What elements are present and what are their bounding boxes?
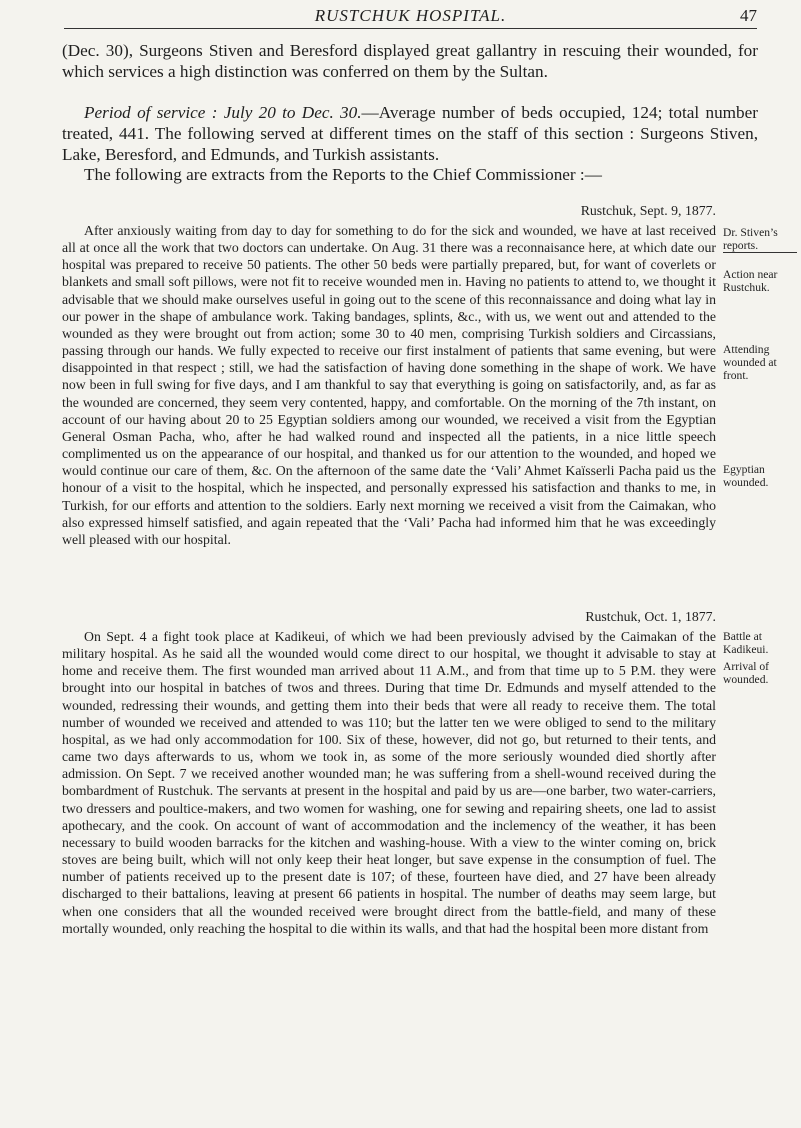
- intro-paragraph-2: [62, 102, 758, 165]
- sidenote-egyptian: [723, 463, 801, 489]
- sidenote-arrival: [723, 660, 801, 686]
- service-period-label: Period of service : July 20 to Dec. 30.: [84, 103, 362, 122]
- sidenote-battle: [723, 630, 801, 656]
- report-1-text: After anxiously waiting from day to day for something to do for the sick and wounded, we have at last received all at once all the work that two doctors can undertake. On Aug. 31 there was a reconnaisance here, at which date our hospital was prepared to receive 50 patients. The other 50 beds were partially prepared, but, for want of coverlets or blankets and small soft pillows, were not fit to receive wounded men in. Having no patients to attend to, we thought it advisable that we should make ourselves useful in going out to the scene of this reconnaissance and doing what lay in our power in the shape of ambulance work. Taking bandages, splints, &c., with us, we went out and attended to the wounded as they were brought out from action; some 30 to 40 men, comprising Turkish soldiers and Circassians, passing through our hands. We fully expected to receive our first instalment of patients that same evening, but were disappointed in that respect ; still, we had the satisfaction of having done something in the shape of work. We have now been in full swing for five days, and I am thankful to say that everything is going on satisfactorily, and, as far as the wounded are concerned, they seem very contented, happy, and comfortable. On the morning of the 7th instant, on account of our having about 20 to 25 Egyptian soldiers among our wounded, we received a visit from the Egyptian General Osman Pacha, who, after he had walked round and inspected all the patients, in a nice little speech complimented us on the appearance of our hospital, and thanked us for our attention to the wounded, and hoped we would continue our care of them, &c. On the afternoon of the same date the ‘Vali’ Ahmet Kaïsserli Pacha paid us the honour of a visit to the hospital, which he inspected, and personally expressed his satisfaction and thanks to me, in Turkish, for our efforts and attention to the soldiers. Early next morning we received a visit from the Caimakan, who also expressed himself satisfied, and again repeated that the ‘Vali’ Pacha had informed him that he was exceedingly well pleased with our hospital.: [62, 223, 716, 547]
- running-title: RUSTCHUK HOSPITAL.: [314, 6, 507, 25]
- sidenote-action: [723, 268, 801, 294]
- sidenote-reports-text: Dr. Stiven’s reports.: [723, 226, 797, 253]
- running-header: [64, 6, 757, 28]
- report-2: [62, 628, 716, 937]
- sidenote-battle-text: Battle at Kadikeui.: [723, 630, 769, 656]
- sidenote-reports: [723, 226, 801, 253]
- sidenote-action-text: Action near Rustchuk.: [723, 268, 778, 294]
- intro-paragraph-3: [62, 164, 758, 185]
- report-1: [62, 222, 716, 548]
- sidenote-egyptian-text: Egyptian wounded.: [723, 463, 769, 489]
- report-2-text: On Sept. 4 a fight took place at Kadikeui, of which we had been previously advised by the Caimakan of the military hospital. As he said all the wounded would come direct to our hospital, we thought it advisable to stay at home and receive them. The first wounded man arrived about 11 A.M., and from that time up to 5 P.M. they were brought into our hospital in batches of twos and threes. During that time Dr. Edmunds and myself attended to the wounded, redressing their wounds, and getting them into their beds that were all ready to receive them. The total number of wounded we received and attended to was 110; but the latter ten we were obliged to send to the military hospital, as we had only accommodation for 100. Six of these, however, did not go, but returned to their tents, and came two days afterwards to us, whom we took in, as some of the more seriously wounded died shortly after admission. On Sept. 7 we received another wounded man; he was suffering from a shell-wound received during the bombardment of Rustchuk. The servants at present in the hospital and paid by us are—one barber, two water-carriers, two dressers and poultice-makers, and two women for washing, one for sewing and repairing sheets, one lad to assist apothecary, and the cook. On account of want of accommodation and the inclemency of the weather, it has been necessary to build wooden barracks for the kitchen and washing-house. With a view to the winter coming on, brick stoves are being built, which will not only keep their heat longer, but save expense in the consumption of fuel. The number of patients received up to the present date is 107; of these, fourteen have died, and 27 have been already discharged to their battalions, leaving at present 66 patients in hospital. The number of deaths may seem large, but when one considers that all the wounded received were brought direct from the battle-field, and many of these mortally wounded, only reaching the hospital to die within its walls, and that had the hospital been more distant from: [62, 629, 716, 936]
- sidenote-front: [723, 343, 801, 382]
- service-summary: —Average number of beds occupied, 124; total number treated, 441. The following served at different times on the staff of this section : Surgeons Stiven, Lake, Beresford, and Edmunds, and Turkish assistants.: [62, 103, 758, 164]
- header-rule: [64, 28, 757, 29]
- sidenote-arrival-text: Arrival of wounded.: [723, 660, 770, 686]
- page-number: 47: [740, 6, 757, 25]
- sidenote-front-text: Attending wounded at front.: [723, 343, 777, 382]
- intro-text-2: [62, 102, 758, 165]
- report-1-dateline: Rustchuk, Sept. 9, 1877.: [580, 203, 716, 218]
- intro-text-3: The following are extracts from the Reports to the Chief Commissioner :—: [84, 165, 602, 184]
- intro-paragraph-1: [62, 40, 758, 82]
- report-2-dateline: Rustchuk, Oct. 1, 1877.: [585, 609, 716, 624]
- intro-text-1: (Dec. 30), Surgeons Stiven and Beresford displayed great gallantry in rescuing their wounded, for which services a high distinction was conferred on them by the Sultan.: [62, 41, 758, 81]
